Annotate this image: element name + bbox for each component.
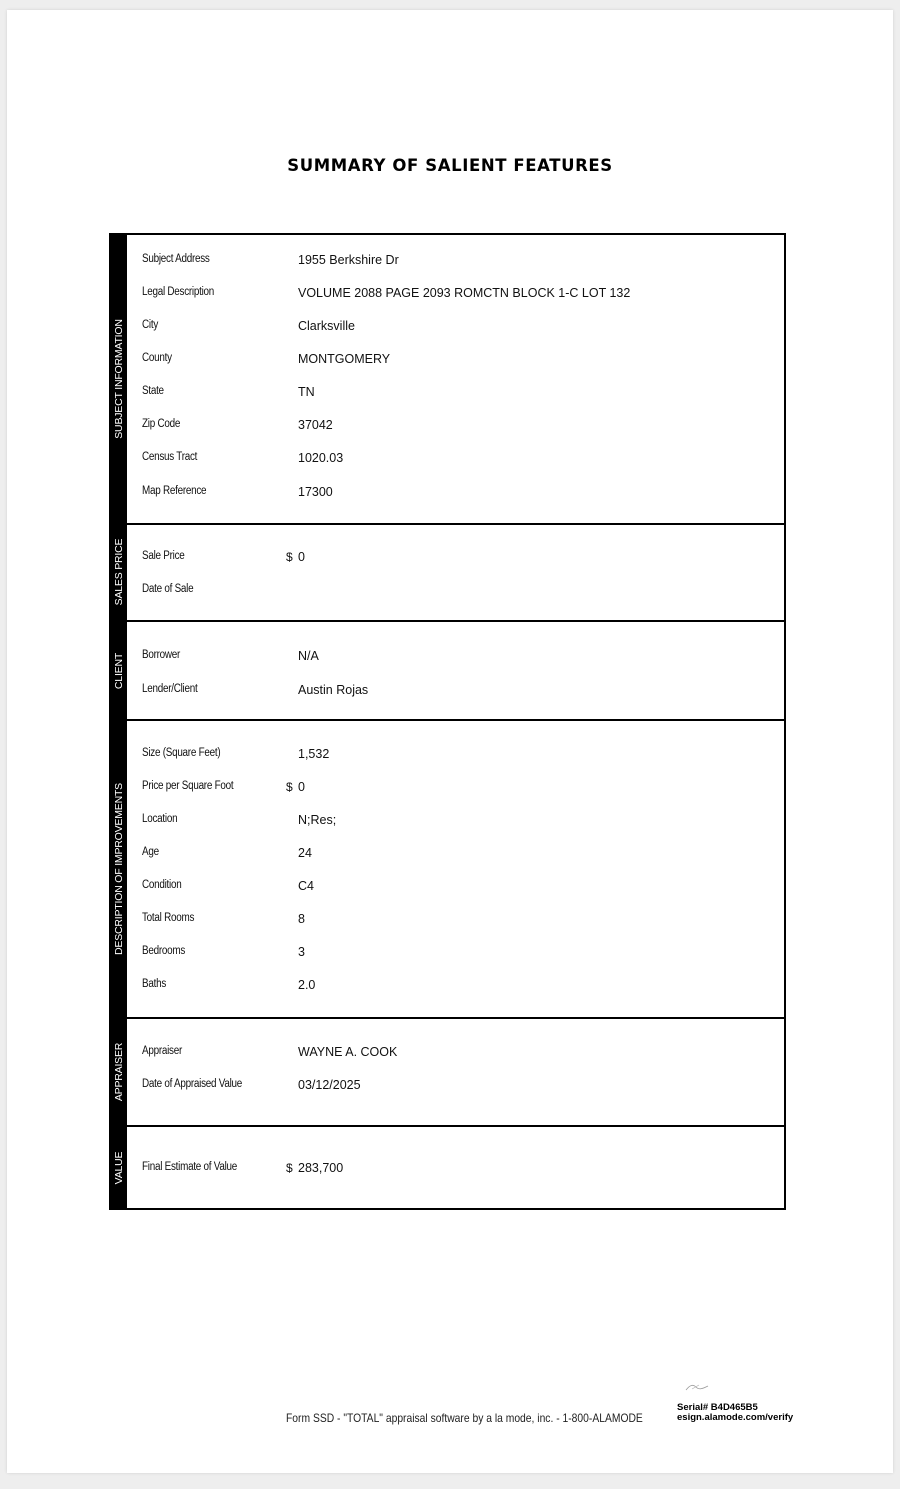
field-city bbox=[111, 319, 784, 337]
field-zip-code bbox=[111, 418, 784, 436]
field-borrower bbox=[111, 649, 784, 667]
field-value: N;Res; bbox=[298, 813, 337, 827]
currency-symbol: $ bbox=[286, 780, 293, 794]
field-value: 3 bbox=[298, 945, 305, 959]
field-label: City bbox=[142, 319, 159, 331]
field-final-estimate-of-value bbox=[111, 1161, 784, 1179]
field-appraiser bbox=[111, 1045, 784, 1063]
field-size-square-feet bbox=[111, 747, 784, 765]
section-client bbox=[111, 622, 784, 721]
field-label: State bbox=[142, 385, 164, 397]
field-map-reference bbox=[111, 485, 784, 503]
field-value: 1,532 bbox=[298, 747, 330, 761]
field-value: 0 bbox=[298, 780, 305, 794]
field-total-rooms bbox=[111, 912, 784, 930]
field-bedrooms bbox=[111, 945, 784, 963]
section-bar bbox=[111, 1019, 127, 1125]
section-value bbox=[111, 1127, 784, 1208]
field-value: 0 bbox=[298, 550, 305, 564]
field-value: 37042 bbox=[298, 418, 333, 432]
field-date-of-appraised-value bbox=[111, 1078, 784, 1096]
field-value: Austin Rojas bbox=[298, 683, 369, 697]
section-appraiser bbox=[111, 1019, 784, 1127]
serial-number: Serial# B4D465B5 bbox=[677, 1402, 758, 1413]
field-price-per-square-foot bbox=[111, 780, 784, 798]
field-label: Sale Price bbox=[142, 550, 185, 562]
field-label: Lender/Client bbox=[142, 683, 198, 695]
field-label: Baths bbox=[142, 978, 167, 990]
field-value: TN bbox=[298, 385, 315, 399]
section-bar bbox=[111, 523, 127, 620]
field-value: Clarksville bbox=[298, 319, 355, 333]
field-location bbox=[111, 813, 784, 831]
section-subject-information bbox=[111, 235, 784, 525]
field-label: Total Rooms bbox=[142, 912, 195, 924]
field-census-tract bbox=[111, 451, 784, 469]
field-label: County bbox=[142, 352, 172, 364]
field-label: Price per Square Foot bbox=[142, 780, 234, 792]
field-value: WAYNE A. COOK bbox=[298, 1045, 398, 1059]
section-label: DESCRIPTION OF IMPROVEMENTS bbox=[113, 783, 125, 955]
field-sale-price bbox=[111, 550, 784, 568]
esign-serial-block bbox=[677, 1403, 793, 1423]
field-label: Size (Square Feet) bbox=[142, 747, 221, 759]
field-age bbox=[111, 846, 784, 864]
section-label: SALES PRICE bbox=[113, 538, 125, 605]
field-label: Legal Description bbox=[142, 286, 215, 298]
section-bar bbox=[111, 235, 127, 523]
field-value: 1955 Berkshire Dr bbox=[298, 253, 399, 267]
field-label: Subject Address bbox=[142, 253, 210, 265]
field-value: 2.0 bbox=[298, 978, 316, 992]
field-label: Census Tract bbox=[142, 451, 198, 463]
verify-link[interactable]: esign.alamode.com/verify bbox=[677, 1412, 794, 1423]
field-value: C4 bbox=[298, 879, 314, 893]
field-label: Final Estimate of Value bbox=[142, 1161, 238, 1173]
field-value: 17300 bbox=[298, 485, 333, 499]
field-label: Borrower bbox=[142, 649, 181, 661]
section-label: CLIENT bbox=[113, 652, 125, 689]
page-title: SUMMARY OF SALIENT FEATURES bbox=[287, 156, 613, 175]
field-label: Appraiser bbox=[142, 1045, 183, 1057]
field-value: 03/12/2025 bbox=[298, 1078, 361, 1092]
field-label: Date of Appraised Value bbox=[142, 1078, 243, 1090]
salient-features-form bbox=[109, 233, 786, 1210]
field-value: MONTGOMERY bbox=[298, 352, 391, 366]
field-value: VOLUME 2088 PAGE 2093 ROMCTN BLOCK 1-C LOT 132 bbox=[298, 286, 631, 300]
section-label: VALUE bbox=[113, 1151, 125, 1184]
field-subject-address bbox=[111, 253, 784, 271]
form-footer-text: Form SSD - "TOTAL" appraisal software by a la mode, inc. - 1-800-ALAMODE bbox=[286, 1411, 643, 1425]
field-legal-description bbox=[111, 286, 784, 304]
field-lender-client bbox=[111, 683, 784, 701]
signature-mark-icon bbox=[684, 1381, 710, 1393]
field-value: 283,700 bbox=[298, 1161, 344, 1175]
field-label: Condition bbox=[142, 879, 182, 891]
field-value: N/A bbox=[298, 649, 319, 663]
currency-symbol: $ bbox=[286, 550, 293, 564]
field-label: Map Reference bbox=[142, 485, 207, 497]
section-description-of-improvements bbox=[111, 721, 784, 1019]
field-value: 1020.03 bbox=[298, 451, 344, 465]
field-label: Bedrooms bbox=[142, 945, 186, 957]
field-state bbox=[111, 385, 784, 403]
currency-symbol: $ bbox=[286, 1161, 293, 1175]
field-label: Location bbox=[142, 813, 178, 825]
document-page bbox=[7, 10, 893, 1473]
section-label: SUBJECT INFORMATION bbox=[113, 319, 125, 439]
section-sales-price bbox=[111, 523, 784, 622]
field-value: 8 bbox=[298, 912, 305, 926]
section-bar bbox=[111, 721, 127, 1017]
field-label: Zip Code bbox=[142, 418, 181, 430]
field-baths bbox=[111, 978, 784, 996]
section-bar bbox=[111, 622, 127, 719]
field-date-of-sale bbox=[111, 583, 784, 601]
field-condition bbox=[111, 879, 784, 897]
field-value: 24 bbox=[298, 846, 312, 860]
field-county bbox=[111, 352, 784, 370]
field-label: Date of Sale bbox=[142, 583, 194, 595]
field-label: Age bbox=[142, 846, 159, 858]
section-label: APPRAISER bbox=[113, 1042, 125, 1102]
